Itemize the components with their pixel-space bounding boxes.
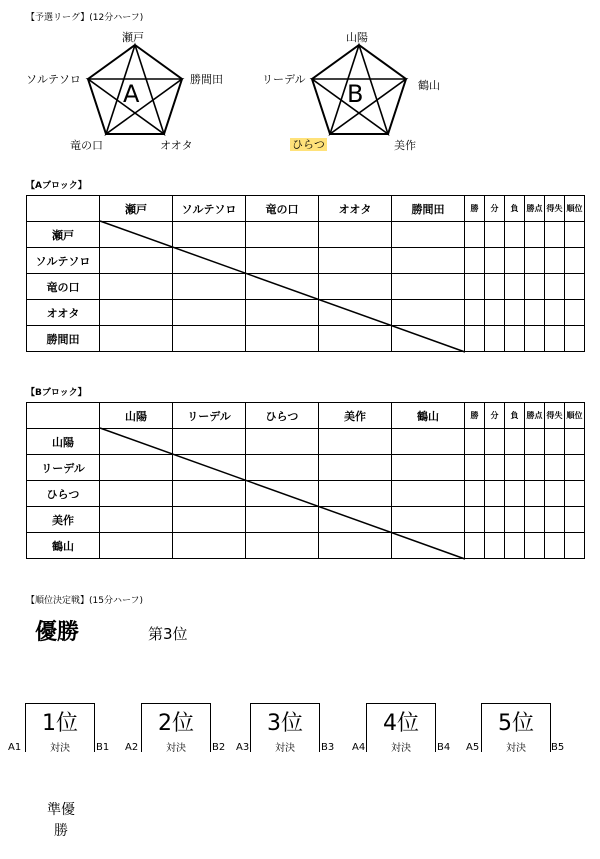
stat-cell: [545, 300, 565, 326]
seed-right: B4: [437, 742, 451, 753]
score-cell: [100, 274, 173, 300]
score-cell: [246, 481, 319, 507]
stat-cell: [465, 326, 485, 352]
stat-cell: [505, 507, 525, 533]
row-header: リーデル: [27, 455, 100, 481]
col-header: 鶴山: [392, 403, 465, 429]
stat-cell: [525, 481, 545, 507]
corner-cell: [27, 403, 100, 429]
score-cell: [246, 533, 319, 559]
stat-cell: [565, 507, 585, 533]
team-label: リーデル: [262, 73, 306, 86]
stat-cell: [465, 248, 485, 274]
match-4: [366, 703, 436, 753]
row-header: 勝間田: [27, 326, 100, 352]
row-header: 山陽: [27, 429, 100, 455]
stat-cell: [465, 533, 485, 559]
row-header: ひらつ: [27, 481, 100, 507]
table-row: [27, 533, 585, 559]
stat-cell: [465, 455, 485, 481]
stat-cell: [545, 326, 565, 352]
stat-cell: [505, 481, 525, 507]
score-cell: [173, 300, 246, 326]
stat-header: 得失: [545, 196, 565, 222]
match-5: [481, 703, 551, 753]
stat-header: 分: [485, 403, 505, 429]
match-vs: 対決: [50, 743, 70, 754]
score-cell: [100, 248, 173, 274]
table-row: [27, 222, 585, 248]
match-2: [141, 703, 211, 753]
seed-left: A1: [8, 742, 22, 753]
stat-cell: [525, 326, 545, 352]
stat-header: 負: [505, 196, 525, 222]
score-cell: [100, 222, 173, 248]
col-header: 勝間田: [392, 196, 465, 222]
stat-cell: [525, 455, 545, 481]
stat-cell: [485, 507, 505, 533]
stat-cell: [505, 533, 525, 559]
stat-cell: [485, 274, 505, 300]
match-vs: 対決: [166, 743, 186, 754]
table-header-row: [27, 196, 585, 222]
stat-cell: [545, 222, 565, 248]
stat-header: 勝点: [525, 403, 545, 429]
stat-cell: [525, 300, 545, 326]
stat-header: 勝: [465, 403, 485, 429]
score-cell: [392, 429, 465, 455]
stat-cell: [505, 248, 525, 274]
table-row: [27, 326, 585, 352]
stat-cell: [545, 455, 565, 481]
col-header: リーデル: [173, 403, 246, 429]
col-header: 美作: [319, 403, 392, 429]
finals-heading: [26, 593, 143, 606]
stat-cell: [485, 222, 505, 248]
stat-cell: [565, 429, 585, 455]
team-label: 勝間田: [190, 73, 223, 86]
score-cell: [319, 481, 392, 507]
score-cell: [246, 507, 319, 533]
team-label: 鶴山: [418, 79, 440, 92]
row-header: ソルテソロ: [27, 248, 100, 274]
champion-label: 優勝: [35, 620, 80, 645]
score-cell: [319, 248, 392, 274]
stat-cell: [485, 429, 505, 455]
stat-cell: [565, 300, 585, 326]
score-cell: [100, 533, 173, 559]
col-header: ソルテソロ: [173, 196, 246, 222]
score-cell: [392, 507, 465, 533]
stat-cell: [465, 300, 485, 326]
team-label: 竜の口: [70, 139, 103, 152]
score-cell: [246, 222, 319, 248]
match-vs: 対決: [391, 743, 411, 754]
third-place-label: 第3位: [148, 625, 188, 643]
row-header: 瀬戸: [27, 222, 100, 248]
stat-cell: [545, 507, 565, 533]
col-header: ひらつ: [246, 403, 319, 429]
score-cell: [319, 507, 392, 533]
score-cell: [392, 481, 465, 507]
stat-cell: [565, 222, 585, 248]
stat-cell: [465, 507, 485, 533]
table-row: [27, 481, 585, 507]
league-note: (12分ハーフ): [89, 13, 144, 23]
col-header: 山陽: [100, 403, 173, 429]
col-header: 瀬戸: [100, 196, 173, 222]
score-cell: [173, 222, 246, 248]
stat-cell: [545, 248, 565, 274]
finals-heading-text: 【順位決定戦】: [26, 596, 90, 606]
stat-cell: [525, 507, 545, 533]
stat-cell: [505, 429, 525, 455]
match-rank: 5位: [498, 711, 534, 736]
score-cell: [100, 507, 173, 533]
seed-left: A3: [236, 742, 250, 753]
score-cell: [319, 274, 392, 300]
runner-up-label: 準優勝: [47, 802, 75, 839]
table-row: [27, 429, 585, 455]
score-cell: [392, 300, 465, 326]
stat-cell: [465, 274, 485, 300]
score-cell: [319, 222, 392, 248]
stat-cell: [465, 222, 485, 248]
stat-cell: [525, 533, 545, 559]
stat-header: 順位: [565, 196, 585, 222]
table-row: [27, 507, 585, 533]
stat-cell: [565, 274, 585, 300]
score-cell: [392, 248, 465, 274]
score-cell: [173, 481, 246, 507]
score-cell: [319, 326, 392, 352]
col-header: 竜の口: [246, 196, 319, 222]
stat-cell: [505, 274, 525, 300]
stat-cell: [565, 326, 585, 352]
score-cell: [246, 429, 319, 455]
score-cell: [246, 455, 319, 481]
stat-header: 分: [485, 196, 505, 222]
stat-cell: [485, 248, 505, 274]
score-cell: [173, 533, 246, 559]
block-b-table: [26, 402, 585, 559]
stat-cell: [505, 300, 525, 326]
seed-left: A2: [125, 742, 139, 753]
stat-cell: [565, 248, 585, 274]
stat-header: 勝点: [525, 196, 545, 222]
col-header: オオタ: [319, 196, 392, 222]
seed-right: B1: [96, 742, 110, 753]
stat-cell: [525, 248, 545, 274]
match-rank: 2位: [158, 711, 194, 736]
score-cell: [100, 326, 173, 352]
team-label: ソルテソロ: [26, 73, 81, 86]
group-b-letter: B: [347, 80, 364, 108]
score-cell: [392, 533, 465, 559]
stat-cell: [485, 326, 505, 352]
row-header: オオタ: [27, 300, 100, 326]
row-header: 鶴山: [27, 533, 100, 559]
score-cell: [392, 274, 465, 300]
stat-cell: [485, 533, 505, 559]
match-1: [25, 703, 95, 753]
match-rank: 4位: [383, 711, 419, 736]
team-label-highlighted: [290, 136, 327, 152]
league-heading-text: 【予選リーグ】: [26, 13, 90, 23]
block-a-table: [26, 195, 585, 352]
stat-cell: [545, 481, 565, 507]
stat-cell: [505, 326, 525, 352]
stat-header: 勝: [465, 196, 485, 222]
stat-cell: [565, 481, 585, 507]
stat-cell: [565, 533, 585, 559]
score-cell: [246, 274, 319, 300]
stat-cell: [565, 455, 585, 481]
table-header-row: [27, 403, 585, 429]
score-cell: [392, 455, 465, 481]
score-cell: [100, 429, 173, 455]
match-vs: 対決: [275, 743, 295, 754]
match-rank: 1位: [42, 711, 78, 736]
seed-right: B5: [551, 742, 565, 753]
match-vs: 対決: [506, 743, 526, 754]
stat-cell: [465, 429, 485, 455]
stat-cell: [525, 222, 545, 248]
team-label: 山陽: [346, 31, 368, 44]
team-label: 美作: [394, 139, 416, 152]
score-cell: [246, 248, 319, 274]
score-cell: [173, 326, 246, 352]
stat-header: 負: [505, 403, 525, 429]
team-label: オオタ: [160, 139, 193, 152]
score-cell: [173, 274, 246, 300]
score-cell: [319, 533, 392, 559]
seed-right: B3: [321, 742, 335, 753]
match-rank: 3位: [267, 711, 303, 736]
score-cell: [392, 222, 465, 248]
table-row: [27, 300, 585, 326]
block-b-title: 【Bブロック】: [26, 388, 87, 398]
score-cell: [319, 455, 392, 481]
stat-cell: [485, 481, 505, 507]
score-cell: [100, 300, 173, 326]
score-cell: [173, 507, 246, 533]
score-cell: [100, 455, 173, 481]
table-row: [27, 248, 585, 274]
stat-cell: [545, 274, 565, 300]
score-cell: [173, 455, 246, 481]
score-cell: [173, 429, 246, 455]
stat-cell: [525, 274, 545, 300]
score-cell: [246, 300, 319, 326]
seed-left: A4: [352, 742, 366, 753]
corner-cell: [27, 196, 100, 222]
stat-cell: [525, 429, 545, 455]
block-a-title: 【Aブロック】: [26, 181, 87, 191]
table-row: [27, 455, 585, 481]
match-3: [250, 703, 320, 753]
score-cell: [319, 429, 392, 455]
row-header: 竜の口: [27, 274, 100, 300]
row-header: 美作: [27, 507, 100, 533]
stat-header: 得失: [545, 403, 565, 429]
stat-cell: [485, 300, 505, 326]
group-a-letter: A: [123, 80, 140, 108]
score-cell: [319, 300, 392, 326]
score-cell: [246, 326, 319, 352]
seed-left: A5: [466, 742, 480, 753]
highlight-marker: ひらつ: [292, 138, 325, 151]
stat-cell: [505, 455, 525, 481]
score-cell: [100, 481, 173, 507]
stat-cell: [505, 222, 525, 248]
seed-right: B2: [212, 742, 226, 753]
stat-header: 順位: [565, 403, 585, 429]
score-cell: [173, 248, 246, 274]
stat-cell: [465, 481, 485, 507]
score-cell: [392, 326, 465, 352]
stat-cell: [545, 429, 565, 455]
team-label: 瀬戸: [122, 31, 144, 44]
stat-cell: [545, 533, 565, 559]
stat-cell: [485, 455, 505, 481]
table-row: [27, 274, 585, 300]
finals-note: (15分ハーフ): [89, 596, 144, 606]
